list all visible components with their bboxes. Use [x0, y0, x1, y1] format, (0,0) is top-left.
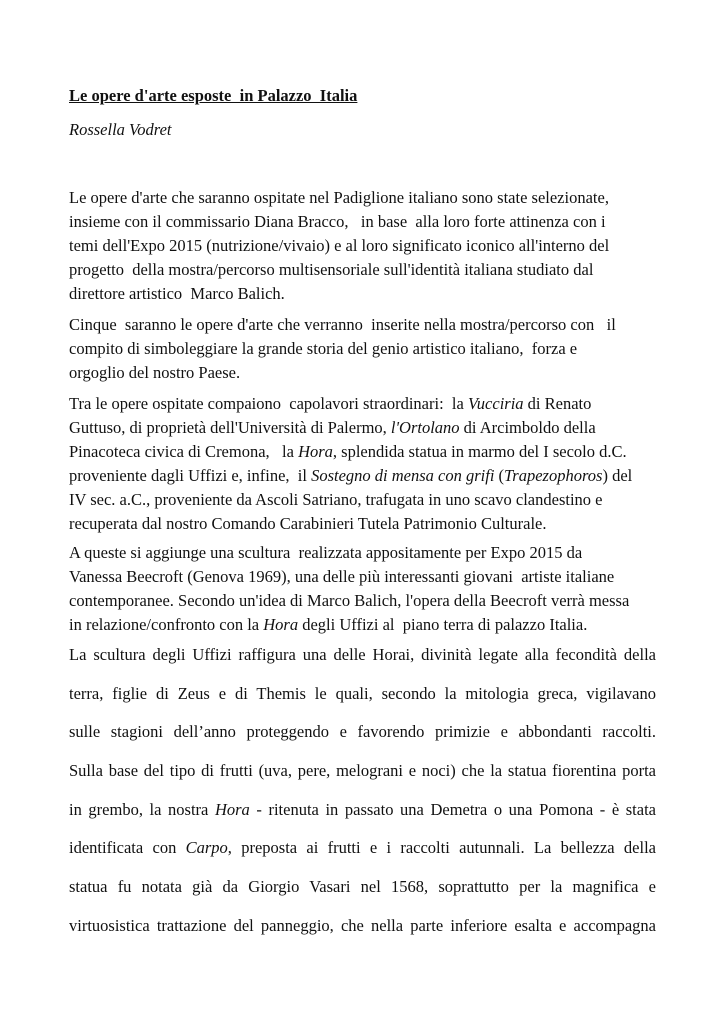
- text-line: [69, 440, 659, 464]
- text-run: ) del: [602, 466, 633, 485]
- text-line: [69, 829, 656, 868]
- text-line: [69, 186, 659, 210]
- text-run: A queste si aggiunge una scultura realizzata appositamente per Expo 2015 da: [69, 543, 583, 562]
- text-run: orgoglio del nostro Paese.: [69, 363, 241, 382]
- text-run: , preposta ai frutti e i raccolti autunnali. La bellezza della: [227, 838, 656, 858]
- author-name: Rossella Vodret: [69, 120, 172, 139]
- text-run: insieme con il commissario Diana Bracco, in base alla loro forte attinenza con i: [69, 212, 606, 231]
- italic-text: Vucciria: [467, 394, 524, 413]
- text-line: [69, 488, 659, 512]
- text-run: Tra le opere ospitate compaiono capolavori straordinari: la: [69, 394, 468, 413]
- italic-text: l'Ortolano: [390, 418, 460, 437]
- text-run: in relazione/confronto con la: [69, 615, 264, 634]
- text-line: [69, 636, 656, 675]
- text-run: identificata con: [69, 838, 186, 858]
- paragraph-4: [69, 541, 659, 637]
- text-line: [69, 337, 659, 361]
- text-line: [69, 416, 659, 440]
- text-run: compito di simboleggiare la grande storia del genio artistico italiano, forza e: [69, 339, 578, 358]
- text-line: [69, 464, 659, 488]
- text-run: di Renato: [523, 394, 592, 413]
- text-line: [69, 565, 659, 589]
- text-run: Cinque saranno le opere d'arte che verranno inserite nella mostra/percorso con il: [69, 315, 616, 334]
- italic-text: Carpo: [185, 838, 228, 858]
- text-run: contemporanee. Secondo un'idea di Marco Balich, l'opera della Beecroft verrà messa: [69, 591, 630, 610]
- text-run: Vanessa Beecroft (Genova 1969), una delle più interessanti giovani artiste italiane: [69, 567, 615, 586]
- text-run: (: [494, 466, 505, 485]
- text-run: in grembo, la nostra: [69, 799, 215, 819]
- italic-text: Sostegno di mensa con grifi: [311, 466, 495, 485]
- text-line: [69, 907, 656, 946]
- text-line: [69, 868, 656, 907]
- paragraph-2: [69, 313, 659, 385]
- text-line: [69, 589, 659, 613]
- text-line: [69, 541, 659, 565]
- text-run: degli Uffizi al piano terra di palazzo Italia.: [298, 615, 588, 634]
- text-line: [69, 392, 659, 416]
- text-run: direttore artistico Marco Balich.: [69, 284, 285, 303]
- text-run: terra, figlie di Zeus e di Themis le quali, secondo la mitologia greca, vigilavano: [69, 683, 656, 703]
- text-line: [69, 361, 659, 385]
- text-line: [69, 234, 659, 258]
- text-run: Le opere d'arte che saranno ospitate nel Padiglione italiano sono state selezionate,: [69, 188, 609, 207]
- italic-text: Hora: [298, 442, 333, 461]
- text-line: [69, 675, 656, 714]
- paragraph-3: [69, 392, 659, 536]
- italic-text: Trapezophoros: [504, 466, 603, 485]
- text-run: IV sec. a.C., proveniente da Ascoli Satriano, trafugata in uno scavo clandestino e: [69, 490, 603, 509]
- text-run: progetto della mostra/percorso multisensoriale sull'identità italiana studiato dal: [69, 260, 594, 279]
- text-line: [69, 613, 659, 637]
- text-run: sulle stagioni dell’anno proteggendo e favorendo primizie e abbondanti raccolti.: [69, 722, 656, 742]
- text-run: di Arcimboldo della: [459, 418, 596, 437]
- text-run: Sulla base del tipo di frutti (uva, pere, melograni e noci) che la statua fiorentina porta: [69, 761, 656, 781]
- text-line: [69, 313, 659, 337]
- text-run: virtuosistica trattazione del panneggio, che nella parte inferiore esalta e accompagna: [69, 915, 656, 935]
- text-run: - ritenuta in passato una Demetra o una Pomona - è stata: [249, 799, 656, 819]
- text-line: [69, 210, 659, 234]
- text-run: temi dell'Expo 2015 (nutrizione/vivaio) e al loro significato iconico all'interno del: [69, 236, 610, 255]
- text-line: [69, 713, 656, 752]
- text-line: [69, 258, 659, 282]
- paragraph-5: [69, 636, 656, 946]
- text-run: statua fu notata già da Giorgio Vasari nel 1568, soprattutto per la magnifica e: [69, 877, 656, 897]
- text-run: proveniente dagli Uffizi e, infine, il: [69, 466, 312, 485]
- text-line: [69, 752, 656, 791]
- paragraph-1: [69, 186, 659, 306]
- text-line: [69, 282, 659, 306]
- italic-text: Hora: [214, 799, 250, 819]
- italic-text: Hora: [263, 615, 299, 634]
- document-title: Le opere d'arte esposte in Palazzo Italia: [69, 86, 358, 105]
- text-run: , splendida statua in marmo del I secolo d.C.: [332, 442, 627, 461]
- text-line: [69, 791, 656, 830]
- text-line: [69, 512, 659, 536]
- text-run: Pinacoteca civica di Cremona, la: [69, 442, 299, 461]
- text-run: recuperata dal nostro Comando Carabinieri Tutela Patrimonio Culturale.: [69, 514, 547, 533]
- text-run: Guttuso, di proprietà dell'Università di Palermo,: [69, 418, 391, 437]
- text-run: La scultura degli Uffizi raffigura una delle Horai, divinità legate alla fecondità della: [69, 645, 656, 664]
